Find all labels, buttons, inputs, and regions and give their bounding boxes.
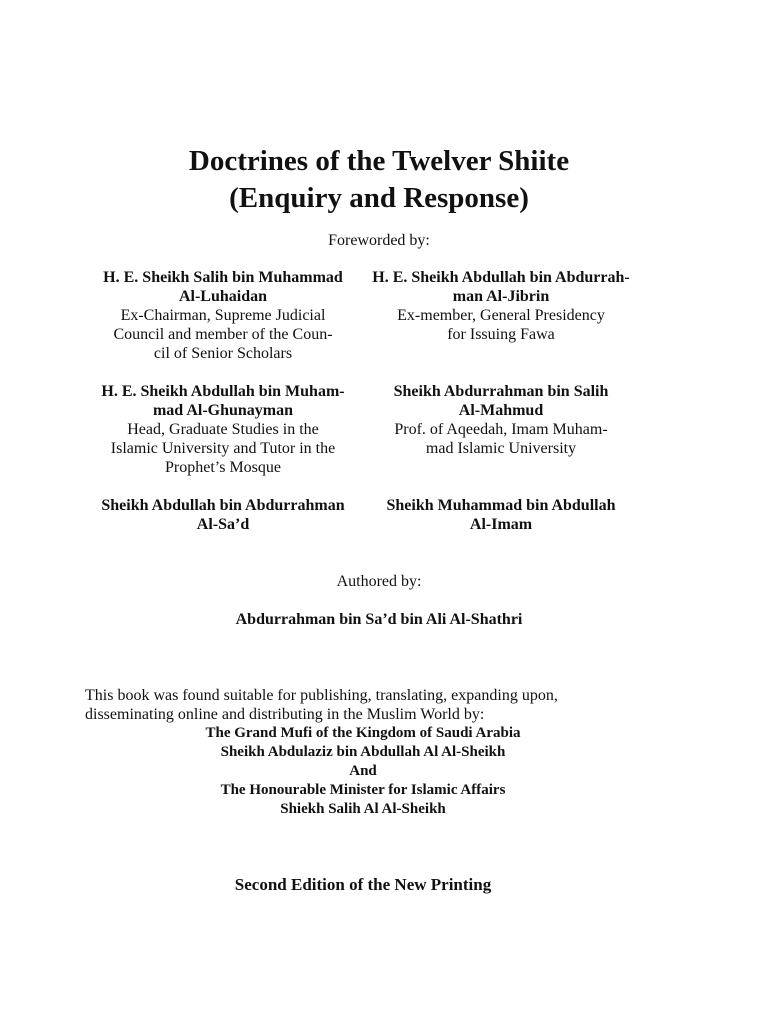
scholar-desc-line: Prophet’s Mosque [165,459,281,476]
scholar-desc-line: Head, Graduate Studies in the [127,421,319,438]
scholar-ghunayman [89,382,357,477]
scholar-desc-line: Prof. of Aqeedah, Imam Muham- [394,421,608,438]
approval-statement [85,686,685,724]
scholar-desc-line: Council and member of the Coun- [113,326,333,343]
authored-label: Authored by: [336,573,422,590]
scholar-imam [367,496,635,534]
scholar-desc-line: Ex-Chairman, Supreme Judicial [120,307,326,324]
scholar-luhaidan [89,268,357,363]
approval-line: This book was found suitable for publishing, translating, expanding upon, [85,687,558,704]
scholar-name-line: man Al-Jibrin [452,288,550,305]
scholar-desc-line: mad Islamic University [425,440,577,457]
scholar-name-line: mad Al-Ghunayman [152,402,294,419]
scholar-desc-line: cil of Senior Scholars [153,345,293,362]
book-subtitle: (Enquiry and Response) [229,182,529,214]
scholar-name-line: Sheikh Abdurrahman bin Salih [393,383,609,400]
authority-line: Sheikh Abdulaziz bin Abdullah Al Al-Sheikh [220,744,506,760]
scholar-mahmud [367,382,635,458]
authority-line: Shiekh Salih Al Al-Sheikh [280,801,446,817]
scholar-name-line: Sheikh Muhammad bin Abdullah [386,497,616,514]
scholar-desc-line: Ex-member, General Presidency [397,307,605,324]
scholar-name-line: H. E. Sheikh Abdullah bin Muham- [101,383,345,400]
scholar-name-line: Al-Sa’d [196,516,250,533]
foreword-label: Foreworded by: [328,232,430,249]
scholar-desc-line: Islamic University and Tutor in the [110,440,336,457]
scholar-jibrin [367,268,635,344]
scholar-name-line: Sheikh Abdullah bin Abdurrahman [101,497,345,514]
authority-line: The Grand Mufi of the Kingdom of Saudi Arabia [205,725,521,741]
scholar-name-line: Al-Mahmud [458,402,544,419]
scholar-desc-line: for Issuing Fawa [447,326,555,343]
book-title: Doctrines of the Twelver Shiite [188,145,570,177]
authority-line: The Honourable Minister for Islamic Affairs [220,782,506,798]
scholar-name-line: Al-Luhaidan [178,288,268,305]
approval-authorities [0,724,726,819]
scholar-sad [89,496,357,534]
approval-line: disseminating online and distributing in the Muslim World by: [85,706,485,723]
author-name: Abdurrahman bin Sa’d bin Ali Al-Shathri [235,611,523,628]
scholar-name-line: H. E. Sheikh Salih bin Muhammad [103,269,343,286]
scholar-name-line: H. E. Sheikh Abdullah bin Abdurrah- [372,269,630,286]
edition-note: Second Edition of the New Printing [234,875,492,894]
authority-line: And [349,763,377,779]
scholar-name-line: Al-Imam [469,516,533,533]
